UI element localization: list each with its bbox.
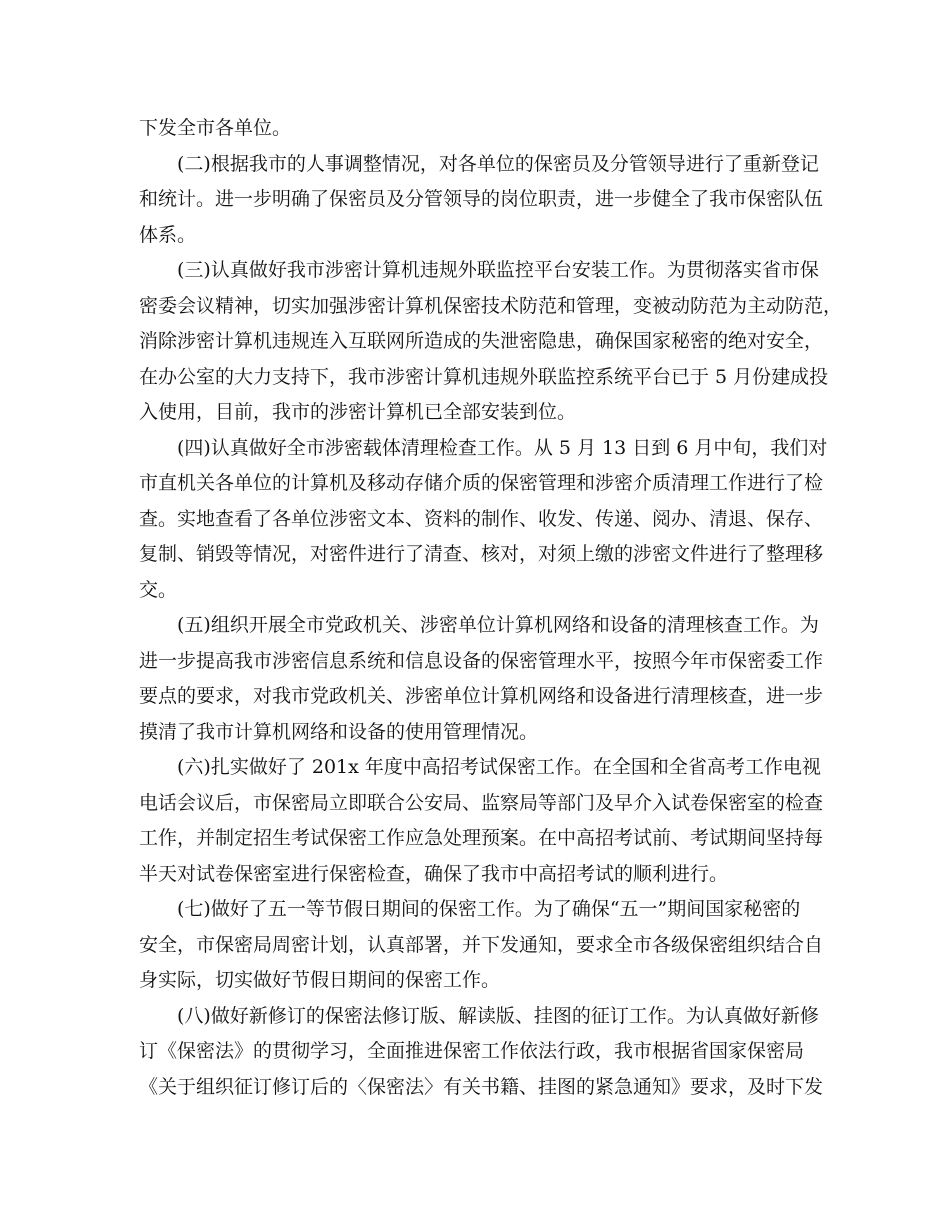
text-line: 复制、销毁等情况，对密件进行了清查、核对，对须上缴的涉密文件进行了整理移 — [139, 543, 824, 565]
text-line: 交。 — [139, 578, 178, 601]
paragraph-8-start: (八)做好新修订的保密法修订版、解读版、挂图的征订工作。为认真做好新修 — [177, 1004, 819, 1027]
paragraph-2-start: (二)根据我市的人事调整情况，对各单位的保密员及分管领导进行了重新登记 — [177, 152, 819, 175]
paragraph-6-start: (六)扎实做好了 201x 年度中高招考试保密工作。在全国和全省高考工作电视 — [177, 756, 821, 778]
text-line: 要点的要求，对我市党政机关、涉密单位计算机网络和设备进行清理核查，进一步 — [139, 685, 824, 707]
text-line: 和统计。进一步明确了保密员及分管领导的岗位职责，进一步健全了我市保密队伍 — [139, 188, 824, 210]
text-line: 密委会议精神，切实加强涉密计算机保密技术防范和管理，变被动防范为主动防范， — [139, 294, 843, 317]
document-body — [139, 111, 843, 1105]
paragraph-7-start: (七)做好了五一等节假日期间的保密工作。为了确保“五一”期间国家秘密的 — [177, 898, 801, 920]
text-line: 入使用，目前，我市的涉密计算机已全部安装到位。 — [139, 401, 577, 423]
text-line: 市直机关各单位的计算机及移动存储介质的保密管理和涉密介质清理工作进行了检 — [139, 472, 824, 494]
text-line: 体系。 — [139, 223, 197, 246]
paragraph-5-start: (五)组织开展全市党政机关、涉密单位计算机网络和设备的清理核查工作。为 — [177, 614, 819, 636]
text-line: 订《保密法》的贯彻学习，全面推进保密工作依法行政，我市根据省国家保密局 — [139, 1040, 805, 1062]
text-line: 工作，并制定招生考试保密工作应急处理预案。在中高招考试前、考试期间坚持每 — [139, 827, 824, 849]
text-line: 查。实地查看了各单位涉密文本、资料的制作、收发、传递、阅办、清退、保存、 — [139, 507, 824, 530]
text-line: 进一步提高我市涉密信息系统和信息设备的保密管理水平，按照今年市保密委工作 — [139, 649, 824, 672]
text-line: 消除涉密计算机违规连入互联网所造成的失泄密隐患，确保国家秘密的绝对安全， — [139, 330, 824, 352]
text-line: 身实际，切实做好节假日期间的保密工作。 — [139, 969, 501, 991]
text-line: 安全，市保密局周密计划，认真部署，并下发通知，要求全市各级保密组织结合自 — [139, 933, 824, 956]
paragraph-3-start: (三)认真做好我市涉密计算机违规外联监控平台安装工作。为贯彻落实省市保 — [177, 259, 819, 281]
text-line: 《关于组织征订修订后的〈保密法〉有关书籍、挂图的紧急通知》要求，及时下发 — [139, 1075, 824, 1098]
text-line: 电话会议后，市保密局立即联合公安局、监察局等部门及早介入试卷保密室的检查 — [139, 791, 824, 814]
text-line: 下发全市各单位。 — [139, 117, 292, 139]
paragraph-4-start: (四)认真做好全市涉密载体清理检查工作。从 5 月 13 日到 6 月中旬，我们对 — [177, 436, 828, 459]
text-line: 在办公室的大力支持下，我市涉密计算机违规外联监控系统平台已于 5 月份建成投 — [139, 365, 829, 388]
text-line: 半天对试卷保密室进行保密检查，确保了我市中高招考试的顺利进行。 — [139, 862, 729, 885]
text-line: 摸清了我市计算机网络和设备的使用管理情况。 — [139, 720, 539, 743]
